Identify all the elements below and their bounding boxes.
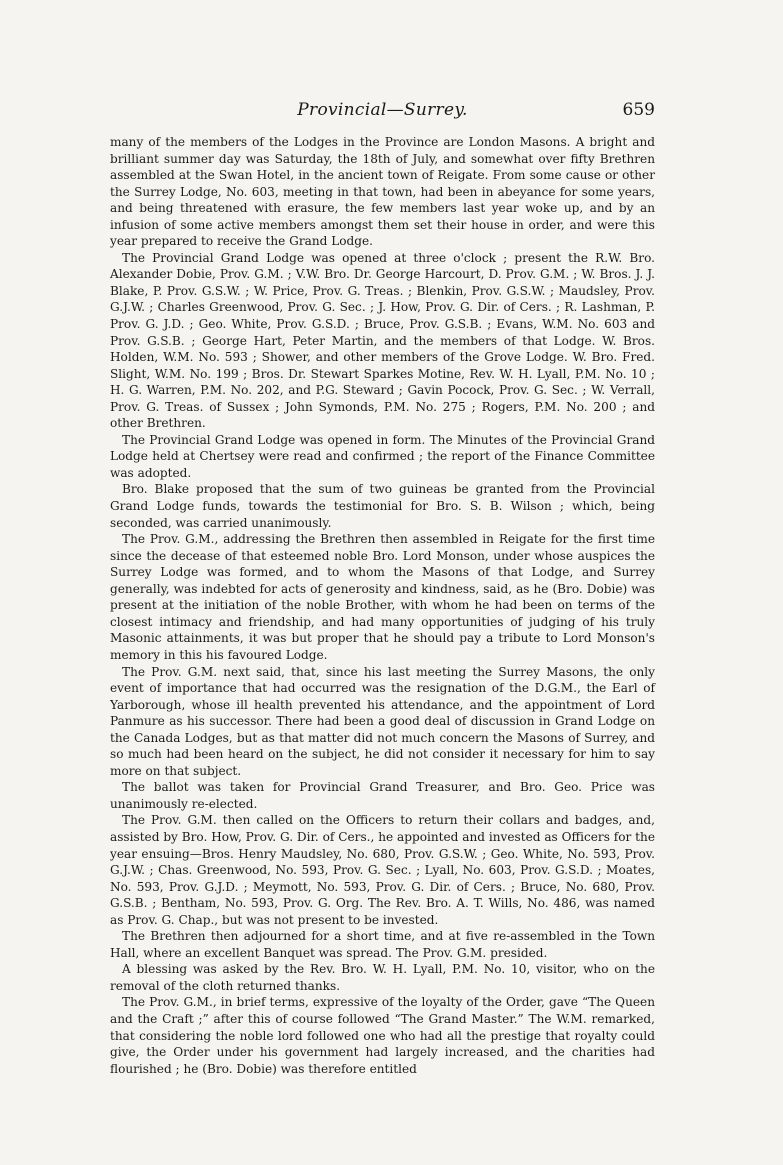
paragraph: The Brethren then adjourned for a short time, and at five re-assembled in the Town Hall, where an excellent Banquet was spread. The Prov. G.M. presided. [110,929,655,960]
page-header [110,100,655,124]
paragraph: The Prov. G.M. next said, that, since his last meeting the Surrey Masons, the only event of importance that had occurred was the resignation of the D.G.M., the Earl of Yarborough, whose ill health prevented his attendance, and the appointment of Lord Panmure as his successor. There had been a good deal of discussion in Grand Lodge on the Canada Lodges, but as that matter did not much concern the Masons of Surrey, and so much had been heard on the subject, he did not consider it necessary for him to say more on that subject. [110,664,655,778]
paragraph: Bro. Blake proposed that the sum of two guineas be granted from the Provincial Grand Lodge funds, towards the testimonial for Bro. S. B. Wilson ; which, being seconded, was carried unanimously. [110,482,655,530]
paragraph: The Provincial Grand Lodge was opened at three o'clock ; present the R.W. Bro. Alexander Dobie, Prov. G.M. ; V.W. Bro. Dr. George Harcourt, D. Prov. G.M. ; W. Bros. J. J. Blake, P. Prov. G.S.W. ; W. Price, Prov. G. Treas. ; Blenkin, Prov. G.S.W. ; Maudsley, Prov. G.J.W. ; Charles Greenwood, Prov. G. Sec. ; J. How, Prov. G. Dir. of Cers. ; R. Lashman, P. Prov. G. J.D. ; Geo. White, Prov. G.S.D. ; Bruce, Prov. G.S.B. ; Evans, W.M. No. 603 and Prov. G.S.B. ; George Hart, Peter Martin, and the members of that Lodge. W. Bros. Holden, W.M. No. 593 ; Shower, and other members of the Grove Lodge. W. Bro. Fred. Slight, W.M. No. 199 ; Bros. Dr. Stewart Sparkes Motine, Rev. W. H. Lyall, P.M. No. 10 ; H. G. Warren, P.M. No. 202, and P.G. Steward ; Gavin Pocock, Prov. G. Sec. ; W. Verrall, Prov. G. Treas. of Sussex ; John Symonds, P.M. No. 275 ; Rogers, P.M. No. 200 ; and other Brethren. [110,250,655,431]
paragraph: The ballot was taken for Provincial Grand Treasurer, and Bro. Geo. Price was unanimously re-elected. [110,780,655,811]
page-number: 659 [622,100,655,120]
paragraph: A blessing was asked by the Rev. Bro. W. H. Lyall, P.M. No. 10, visitor, who on the removal of the cloth returned thanks. [110,962,655,993]
body-text [110,134,655,1077]
paragraph: The Prov. G.M., addressing the Brethren then assembled in Reigate for the first time since the decease of that esteemed noble Bro. Lord Monson, under whose auspices the Surrey Lodge was formed, and to whom the Masons of that Lodge, and Surrey generally, was indebted for acts of generosity and kindness, said, as he (Bro. Dobie) was present at the initiation of the noble Brother, with whom he had been on terms of the closest intimacy and friendship, and had many opportunities of judging of his truly Masonic attainments, it was but proper that he should pay a tribute to Lord Monson's memory in this his favoured Lodge. [110,532,655,662]
running-head: Provincial—Surrey. [297,100,468,120]
paragraph: many of the members of the Lodges in the Province are London Masons. A bright and brilliant summer day was Saturday, the 18th of July, and somewhat over fifty Brethren assembled at the Swan Hotel, in the ancient town of Reigate. From some cause or other the Surrey Lodge, No. 603, meeting in that town, had been in abeyance for some years, and being threatened with erasure, the few members last year woke up, and by an infusion of some active members amongst them set their house in order, and were this year prepared to receive the Grand Lodge. [110,135,655,249]
paragraph: The Provincial Grand Lodge was opened in form. The Minutes of the Provincial Grand Lodge held at Chertsey were read and confirmed ; the report of the Finance Committee was adopted. [110,432,655,480]
paragraph: The Prov. G.M., in brief terms, expressive of the loyalty of the Order, gave “The Queen and the Craft ;” after this of course followed “The Grand Master.” The W.M. remarked, that considering the noble lord followed one who had all the prestige that royalty could give, the Order under his government had largely increased, and the charities had flourished ; he (Bro. Dobie) was therefore entitled [110,995,655,1076]
paragraph: The Prov. G.M. then called on the Officers to return their collars and badges, and, assisted by Bro. How, Prov. G. Dir. of Cers., he appointed and invested as Officers for the year ensuing—Bros. Henry Maudsley, No. 680, Prov. G.S.W. ; Geo. White, No. 593, Prov. G.J.W. ; Chas. Greenwood, No. 593, Prov. G. Sec. ; Lyall, No. 603, Prov. G.S.D. ; Moates, No. 593, Prov. G.J.D. ; Meymott, No. 593, Prov. G. Dir. of Cers. ; Bruce, No. 680, Prov. G.S.B. ; Bentham, No. 593, Prov. G. Org. The Rev. Bro. A. T. Wills, No. 486, was named as Prov. G. Chap., but was not present to be invested. [110,813,655,927]
